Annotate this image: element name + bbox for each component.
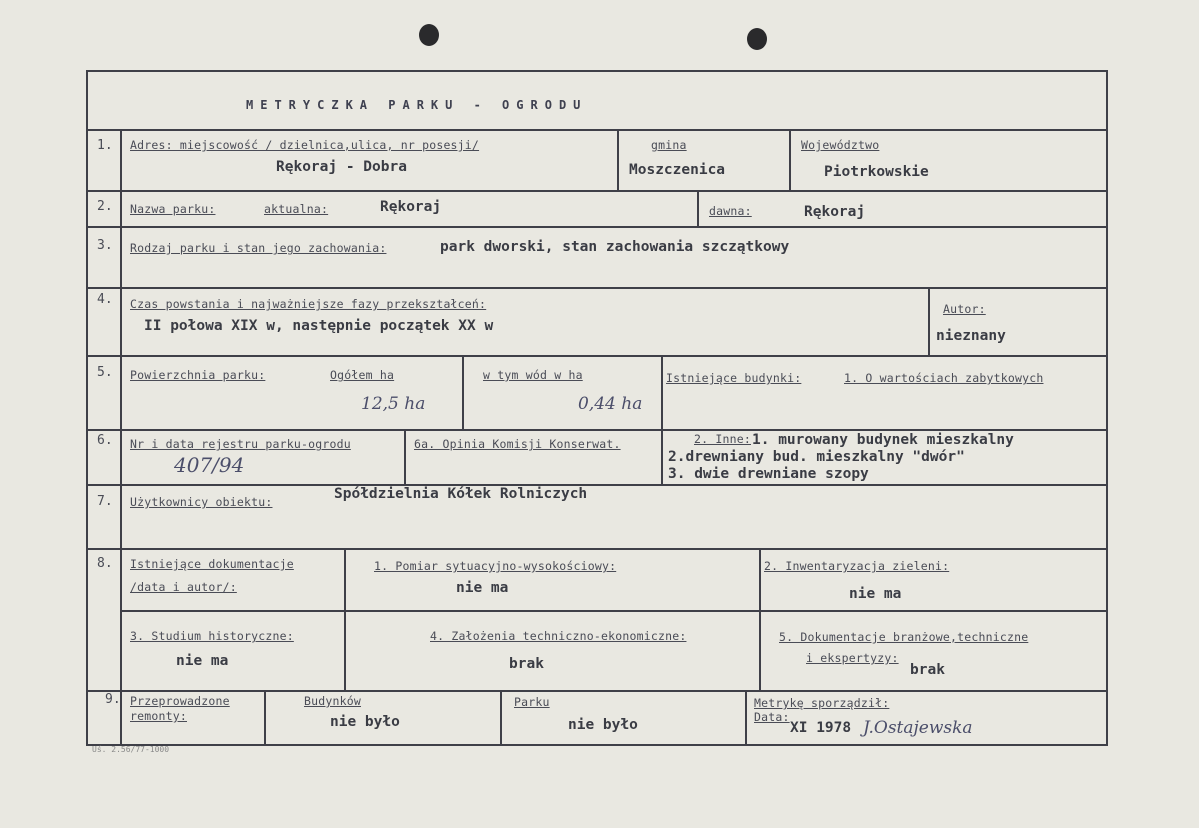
row-divider <box>88 190 1106 192</box>
documentation-label-2: /data i autor/: <box>130 580 237 594</box>
row-divider <box>88 548 1106 550</box>
col-divider <box>745 690 747 744</box>
address-label: Adres: miejscowość / dzielnica,ulica, nr posesji/ <box>130 138 480 152</box>
form-title: METRYCZKA PARKU - OGRODU <box>246 98 588 112</box>
date-label: Data: <box>754 710 790 724</box>
row-divider <box>88 226 1106 228</box>
greenery-inventory-label: 2. Inwentaryzacja zieleni: <box>764 559 950 573</box>
row-number: 7. <box>97 494 113 509</box>
water-area-value: 0,44 ha <box>578 394 643 414</box>
row-number: 9. <box>105 692 121 707</box>
current-name-value: Rękoraj <box>380 199 442 215</box>
punch-hole-right <box>747 28 767 50</box>
col-divider <box>404 429 406 484</box>
row-divider <box>88 429 1106 431</box>
col-divider <box>661 355 663 484</box>
tech-econ-label: 4. Założenia techniczno-ekonomiczne: <box>430 629 687 643</box>
other-building-2: 2.drewniany bud. mieszkalny "dwór" <box>668 449 965 465</box>
voivodeship-label: Województwo <box>801 138 880 152</box>
number-column-divider <box>120 129 122 744</box>
row-divider <box>120 610 1106 612</box>
greenery-inventory-value: nie ma <box>849 586 902 602</box>
buildings-label: Istniejące budynki: <box>666 371 802 385</box>
row-divider <box>88 355 1106 357</box>
row-number: 5. <box>97 365 113 380</box>
col-divider <box>462 355 464 429</box>
gmina-value: Moszczenica <box>629 162 726 178</box>
punch-hole-left <box>419 24 439 46</box>
conservation-opinion-label: 6a. Opinia Komisji Konserwat. <box>414 437 621 451</box>
park-name-label: Nazwa parku: <box>130 202 216 216</box>
documentation-label: Istniejące dokumentacje <box>130 557 294 571</box>
users-value: Spółdzielnia Kółek Rolniczych <box>334 486 588 502</box>
buildings-historic-label: 1. O wartościach zabytkowych <box>844 371 1044 385</box>
author-label: Autor: <box>943 302 986 316</box>
col-divider <box>697 190 699 226</box>
row-number: 8. <box>97 556 113 571</box>
renovations-label-2: remonty: <box>130 709 187 723</box>
author-value: nieznany <box>936 328 1006 344</box>
row-divider <box>88 287 1106 289</box>
address-value: Rękoraj - Dobra <box>276 159 407 175</box>
col-divider <box>759 548 761 690</box>
print-code: Uś. 2.56/77-1000 <box>92 745 170 754</box>
park-renovation-label: Parku <box>514 695 550 709</box>
col-divider <box>264 690 266 744</box>
buildings-renovation-label: Budynków <box>304 694 361 708</box>
register-label: Nr i data rejestru parku-ogrodu <box>130 437 351 451</box>
sector-docs-value: brak <box>910 662 945 678</box>
other-building-1: 1. murowany budynek mieszkalny <box>752 432 1014 448</box>
register-value: 407/94 <box>174 453 245 477</box>
survey-label: 1. Pomiar sytuacyjno-wysokościowy: <box>374 559 617 573</box>
date-value: XI 1978 <box>790 720 852 736</box>
park-record-form <box>86 70 1108 746</box>
other-building-3: 3. dwie drewniane szopy <box>668 466 869 482</box>
total-area-value: 12,5 ha <box>361 394 426 414</box>
survey-value: nie ma <box>456 580 509 596</box>
buildings-renovation-value: nie było <box>330 714 400 730</box>
row-number: 6. <box>97 433 113 448</box>
park-type-label: Rodzaj parku i stan jego zachowania: <box>130 241 387 255</box>
row-number: 1. <box>97 138 113 153</box>
row-number: 4. <box>97 292 113 307</box>
prepared-by-label: Metrykę sporządził: <box>754 696 890 710</box>
history-value: II połowa XIX w, następnie początek XX w <box>144 318 494 334</box>
signature-text: J.Ostajewska <box>863 718 973 738</box>
former-name-label: dawna: <box>709 204 752 218</box>
row-number: 3. <box>97 238 113 253</box>
historical-study-label: 3. Studium historyczne: <box>130 629 294 643</box>
tech-econ-value: brak <box>509 656 544 672</box>
historical-study-value: nie ma <box>176 653 229 669</box>
voivodeship-value: Piotrkowskie <box>824 164 929 180</box>
row-divider <box>88 484 1106 486</box>
renovations-label: Przeprowadzone <box>130 694 230 708</box>
row-number: 2. <box>97 199 113 214</box>
sector-docs-label-2: i ekspertyzy: <box>806 651 899 665</box>
area-label: Powierzchnia parku: <box>130 368 266 382</box>
gmina-label: gmina <box>651 138 687 152</box>
history-label: Czas powstania i najważniejsze fazy przekształceń: <box>130 297 487 311</box>
col-divider <box>928 287 930 355</box>
total-area-label: Ogółem ha <box>330 368 395 382</box>
col-divider <box>789 129 791 190</box>
row-divider <box>88 690 1106 692</box>
sector-docs-label: 5. Dokumentacje branżowe,techniczne <box>779 630 1029 644</box>
park-renovation-value: nie było <box>568 717 638 733</box>
current-name-label: aktualna: <box>264 202 329 216</box>
signature <box>863 718 973 738</box>
col-divider <box>500 690 502 744</box>
other-buildings-label: 2. Inne: <box>694 432 751 446</box>
col-divider <box>344 548 346 690</box>
col-divider <box>617 129 619 190</box>
users-label: Użytkownicy obiektu: <box>130 495 273 509</box>
row-divider <box>88 129 1106 131</box>
water-area-label: w tym wód w ha <box>483 368 583 382</box>
park-type-value: park dworski, stan zachowania szczątkowy <box>440 239 790 255</box>
former-name-value: Rękoraj <box>804 204 866 220</box>
